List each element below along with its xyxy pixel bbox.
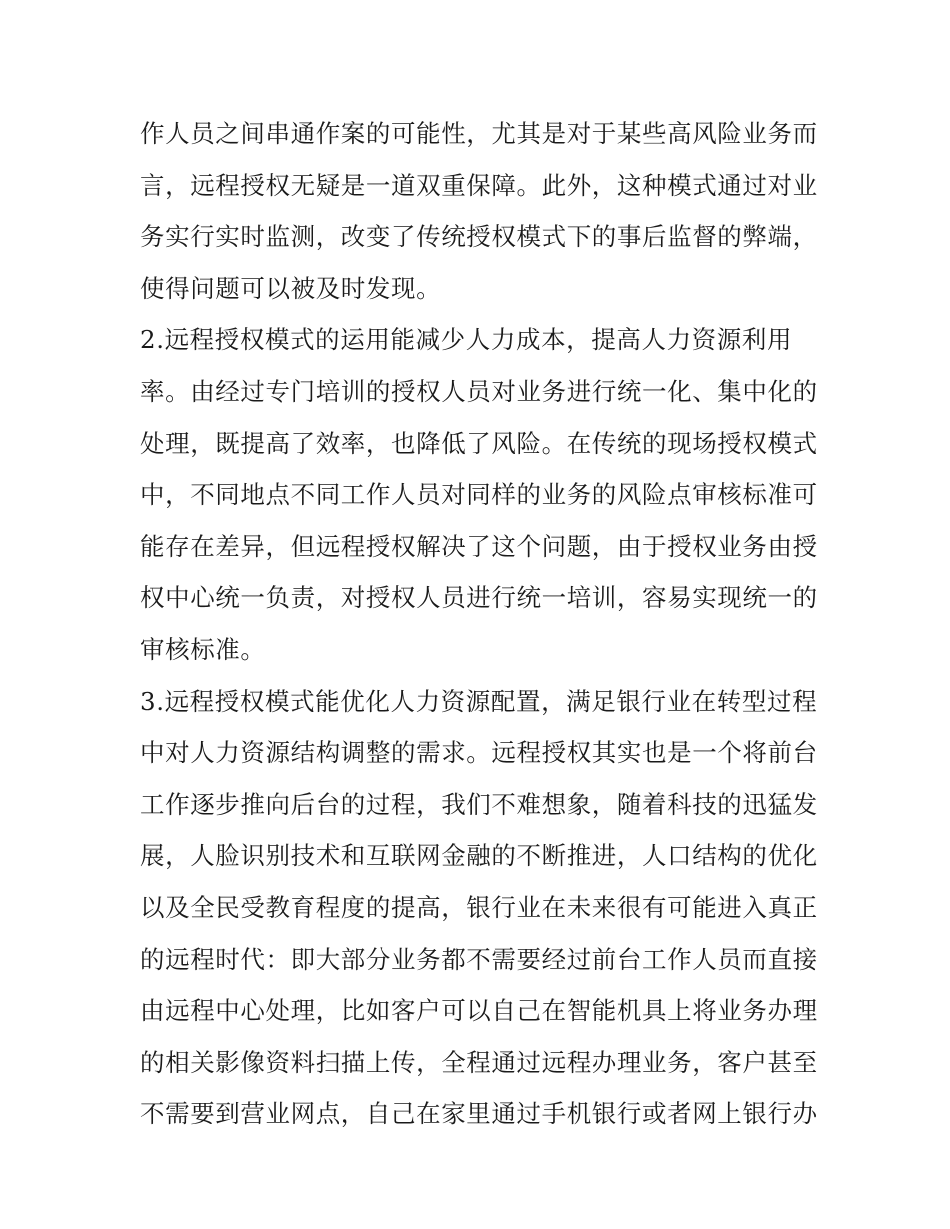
text-line: 2.远程授权模式的运用能减少人力成本，提高人力资源利用: [140, 325, 793, 355]
body-text: [140, 108, 820, 1140]
text-line: 以及全民受教育程度的提高，银行业在未来很有可能进入真正: [140, 892, 818, 922]
text-line: 中对人力资源结构调整的需求。远程授权其实也是一个将前台: [140, 738, 818, 768]
text-line: 的相关影像资料扫描上传，全程通过远程办理业务，客户甚至: [140, 1047, 818, 1077]
text-line: 作人员之间串通作案的可能性，尤其是对于某些高风险业务而: [140, 119, 818, 148]
text-line: 不需要到营业网点，自己在家里通过手机银行或者网上银行办: [140, 1099, 818, 1129]
text-line: 处理，既提高了效率，也降低了风险。在传统的现场授权模式: [140, 428, 818, 458]
text-line: 权中心统一负责，对授权人员进行统一培训，容易实现统一的: [140, 583, 818, 613]
text-line: 务实行实时监测，改变了传统授权模式下的事后监督的弊端，: [140, 222, 818, 252]
text-line: 能存在差异，但远程授权解决了这个问题，由于授权业务由授: [140, 531, 818, 561]
text-line: 中，不同地点不同工作人员对同样的业务的风险点审核标准可: [140, 480, 818, 510]
text-line: 使得问题可以被及时发现。: [140, 273, 442, 303]
text-line: 3.远程授权模式能优化人力资源配置，满足银行业在转型过程: [140, 686, 818, 716]
text-line: 的远程时代：即大部分业务都不需要经过前台工作人员而直接: [140, 944, 818, 974]
text-line: 审核标准。: [140, 634, 266, 664]
text-line: 展，人脸识别技术和互联网金融的不断推进，人口结构的优化: [140, 841, 818, 871]
text-line: 工作逐步推向后台的过程，我们不难想象，随着科技的迅猛发: [140, 789, 818, 819]
text-line: 言，远程授权无疑是一道双重保障。此外，这种模式通过对业: [140, 170, 818, 200]
text-line: 由远程中心处理，比如客户可以自己在智能机具上将业务办理: [140, 996, 818, 1026]
text-line: 率。由经过专门培训的授权人员对业务进行统一化、集中化的: [140, 376, 818, 406]
